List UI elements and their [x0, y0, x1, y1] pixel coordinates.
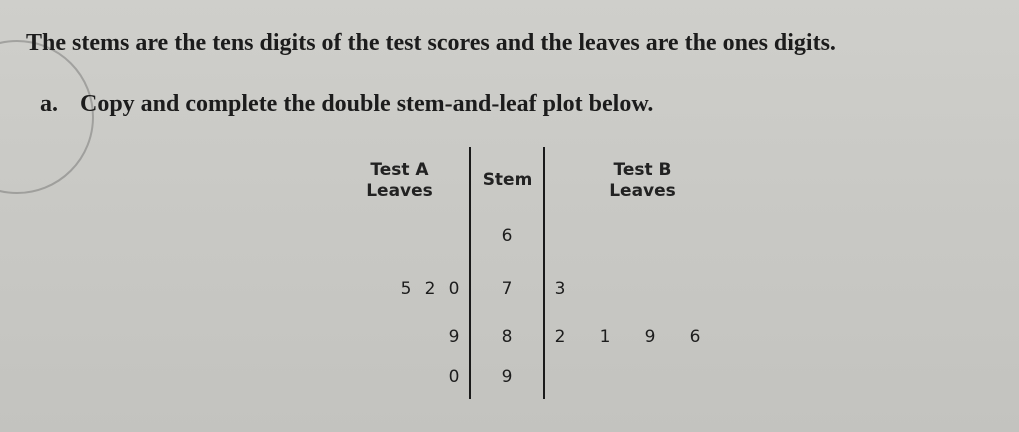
test-a-leaf: 5: [400, 279, 412, 299]
right-title: Test B: [613, 160, 672, 180]
test-a-leaf: 0: [448, 367, 460, 387]
left-subtitle: Leaves: [366, 181, 433, 201]
stem-title: Stem: [482, 170, 533, 190]
test-a-leaf: 9: [448, 327, 460, 347]
left-divider: [469, 147, 471, 399]
test-b-leaf: 2: [554, 327, 566, 347]
stem-cell: 7: [501, 279, 513, 299]
stem-cell: 6: [501, 226, 513, 246]
left-header: [352, 160, 447, 202]
right-header: [595, 160, 690, 202]
task-text: Copy and complete the double stem-and-leaf plot below.: [80, 91, 654, 117]
test-b-leaf: 6: [689, 327, 701, 347]
stem-header: [475, 170, 540, 191]
stem-cell: 8: [501, 327, 513, 347]
stem-cell: 9: [501, 367, 513, 387]
test-b-leaf: 3: [554, 279, 566, 299]
task-marker: a.: [40, 91, 58, 117]
left-title: Test A: [370, 160, 429, 180]
right-divider: [543, 147, 545, 399]
test-b-leaf: 1: [599, 327, 611, 347]
test-b-leaf: 9: [644, 327, 656, 347]
heading-text: The stems are the tens digits of the test scores and the leaves are the ones digits.: [26, 30, 836, 56]
right-subtitle: Leaves: [609, 181, 676, 201]
test-a-leaf: 2: [424, 279, 436, 299]
test-a-leaf: 0: [448, 279, 460, 299]
